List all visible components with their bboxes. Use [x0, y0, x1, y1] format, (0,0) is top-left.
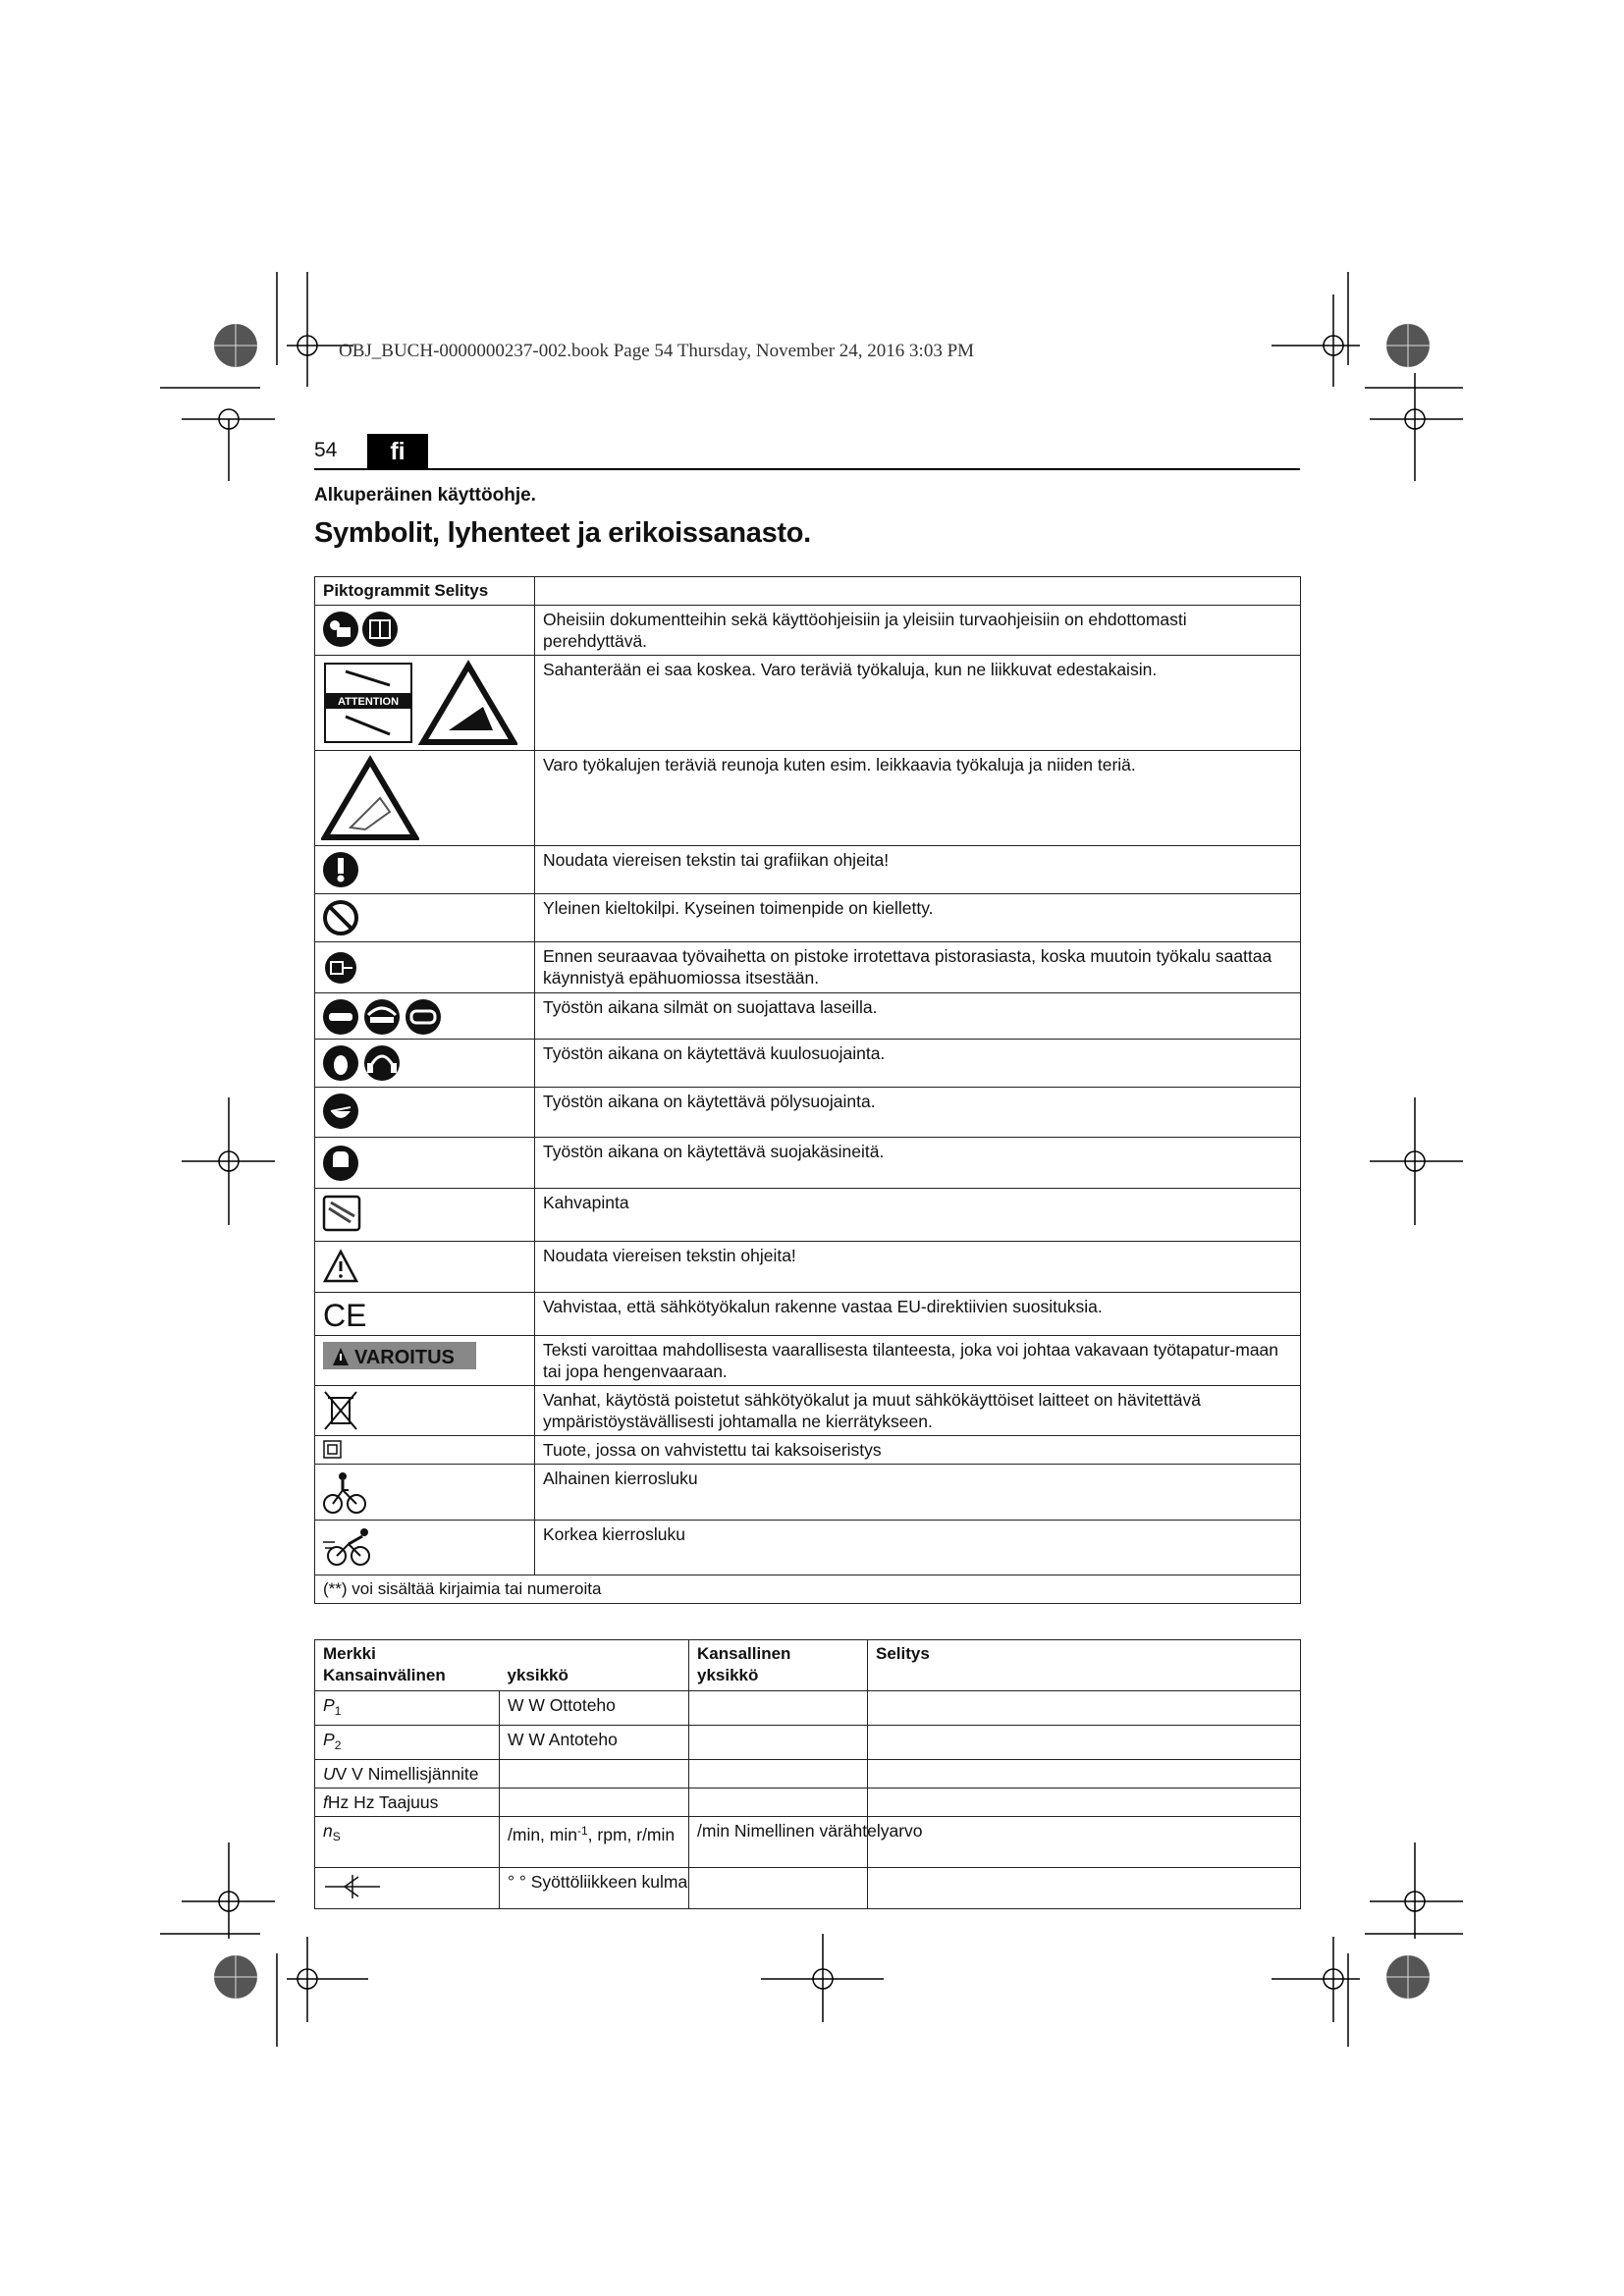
table-row: [315, 1691, 1301, 1726]
exclamation-icon: [315, 846, 535, 894]
gloves-icon: [315, 1138, 535, 1189]
row-text: Vanhat, käytöstä poistetut sähkötyökalut ja muut sähkökäyttöiset laitteet on hävitettävä ympäristöystävällisesti johtamalla ne kierrätykseen.: [535, 1386, 1301, 1436]
row-text: Vahvistaa, että sähkötyökalun rakenne vastaa EU-direktiivien suosituksia.: [535, 1293, 1301, 1336]
row-text: Alhainen kierrosluku: [535, 1465, 1301, 1521]
row-text: Työstön aikana on käytettävä suojakäsineitä.: [535, 1138, 1301, 1189]
table-row: [315, 1189, 1301, 1242]
unit-symbol: $P_2$: [315, 1726, 500, 1760]
header-national-unit: Kansallinen yksikkö: [689, 1640, 868, 1691]
row-text: Noudata viereisen tekstin ohjeita!: [535, 1242, 1301, 1293]
low-speed-cyclist-icon: [315, 1465, 535, 1521]
grip-surface-icon: [315, 1189, 535, 1242]
table-row: [315, 1817, 1301, 1868]
language-tab: fi: [367, 434, 428, 469]
table-row: [315, 1386, 1301, 1436]
row-text: Yleinen kieltokilpi. Kyseinen toimenpide on kielletty.: [535, 894, 1301, 942]
table-row: [315, 1088, 1301, 1138]
intl-unit: W W Ottoteho: [500, 1691, 689, 1726]
table-row: [315, 942, 1301, 993]
row-text: Työstön aikana on käytettävä pölysuojainta.: [535, 1088, 1301, 1138]
table-row: [315, 1242, 1301, 1293]
row-text: Työstön aikana on käytettävä kuulosuojainta.: [535, 1040, 1301, 1088]
row-text: Teksti varoittaa mahdollisesta vaarallisesta tilanteesta, joka voi johtaa vakavaan työtapatur-maan tai jopa hengenvaaraan.: [535, 1336, 1301, 1386]
table-row: [315, 1293, 1301, 1336]
page-title: Symbolit, lyhenteet ja erikoissanasto.: [314, 517, 811, 549]
prohibition-icon: [315, 894, 535, 942]
attention-badge: ATTENTION: [337, 696, 400, 708]
read-manual-icons: [315, 606, 535, 656]
double-insulation-icon: [315, 1436, 535, 1465]
symbols-table: [314, 576, 1301, 1604]
sharp-edges-warning-icon: [315, 751, 535, 846]
units-table: [314, 1639, 1301, 1909]
table-row: [315, 751, 1301, 846]
row-text: Työstön aikana silmät on suojattava laseilla.: [535, 993, 1301, 1040]
warning-triangle-icon: [315, 1242, 535, 1293]
table-row: [315, 656, 1301, 751]
row-text: Tuote, jossa on vahvistettu tai kaksoiseristys: [535, 1436, 1301, 1465]
print-slug: OBJ_BUCH-0000000237-002.book Page 54 Thursday, November 24, 2016 3:03 PM: [339, 341, 975, 361]
row-text: Korkea kierrosluku: [535, 1521, 1301, 1575]
header-rule: [314, 468, 1300, 470]
table-header-row: [315, 577, 1301, 606]
units-header-row: [315, 1640, 1301, 1691]
intl-unit: /min, $\min^{-1}$, rpm, r/min: [500, 1817, 689, 1868]
table-row: [315, 1138, 1301, 1189]
table-row: [315, 1040, 1301, 1088]
row-text: Sahanterään ei saa koskea. Varo teräviä työkaluja, kun ne liikkuvat edestakaisin.: [535, 656, 1301, 751]
national-unit: /min Nimellinen värähtelyarvo: [689, 1817, 868, 1868]
row-text: Ennen seuraavaa työvaihetta on pistoke irrotettava pistorasiasta, koska muutoin työkalu saattaa käynnistyä epähuomiossa itsestään.: [535, 942, 1301, 993]
intl-unit: ° ° Syöttöliikkeen kulma: [500, 1868, 689, 1909]
high-speed-cyclist-icon: [315, 1521, 535, 1575]
row-text: Oheisiin dokumentteihin sekä käyttöohjeisiin ja yleisiin turvaohjeisiin on ehdottomasti perehdyttävä.: [535, 606, 1301, 656]
varoitus-text: VAROITUS: [354, 1347, 455, 1368]
unplug-icon: [315, 942, 535, 993]
row-text: Noudata viereisen tekstin tai grafiikan ohjeita!: [535, 846, 1301, 894]
document-subtitle: Alkuperäinen käyttöohje.: [314, 485, 536, 506]
header-description: Selitys: [868, 1640, 1301, 1691]
ce-mark-icon: [315, 1293, 535, 1336]
header-symbol: Merkki Kansainvälinen: [315, 1640, 500, 1691]
table-row: [315, 993, 1301, 1040]
ce-mark-text: CE: [323, 1298, 367, 1332]
table-row: [315, 894, 1301, 942]
saw-blade-attention-icons: [315, 656, 535, 751]
row-text: Kahvapinta: [535, 1189, 1301, 1242]
table-footnote: (**) voi sisältää kirjaimia tai numeroita: [315, 1575, 1301, 1604]
weee-bin-icon: [315, 1386, 535, 1436]
unit-symbol: $P_1$: [315, 1691, 500, 1726]
unit-symbol: fHz Hz Taajuus: [315, 1789, 500, 1817]
dust-mask-icon: [315, 1088, 535, 1138]
table-row: [315, 1436, 1301, 1465]
page-number: 54: [314, 439, 338, 461]
table-row: [315, 1521, 1301, 1575]
feed-angle-icon: [315, 1868, 500, 1909]
table-row: [315, 1789, 1301, 1817]
row-text: Varo työkalujen teräviä reunoja kuten esim. leikkaavia työkaluja ja niiden teriä.: [535, 751, 1301, 846]
unit-symbol: UV V Nimellisjännite: [315, 1760, 500, 1789]
table-row: [315, 1726, 1301, 1760]
table-row: [315, 606, 1301, 656]
hearing-protection-icons: [315, 1040, 535, 1088]
table-row: [315, 1760, 1301, 1789]
table-row: [315, 1868, 1301, 1909]
header-intl-unit: yksikkö: [500, 1640, 689, 1691]
footnote-row: [315, 1575, 1301, 1604]
symbols-header: Piktogrammit Selitys: [315, 577, 535, 606]
unit-symbol: $n_S$: [315, 1817, 500, 1868]
table-row: [315, 1465, 1301, 1521]
intl-unit: W W Antoteho: [500, 1726, 689, 1760]
eye-protection-icons: [315, 993, 535, 1040]
varoitus-label: [315, 1336, 535, 1386]
table-row: [315, 1336, 1301, 1386]
table-row: [315, 846, 1301, 894]
